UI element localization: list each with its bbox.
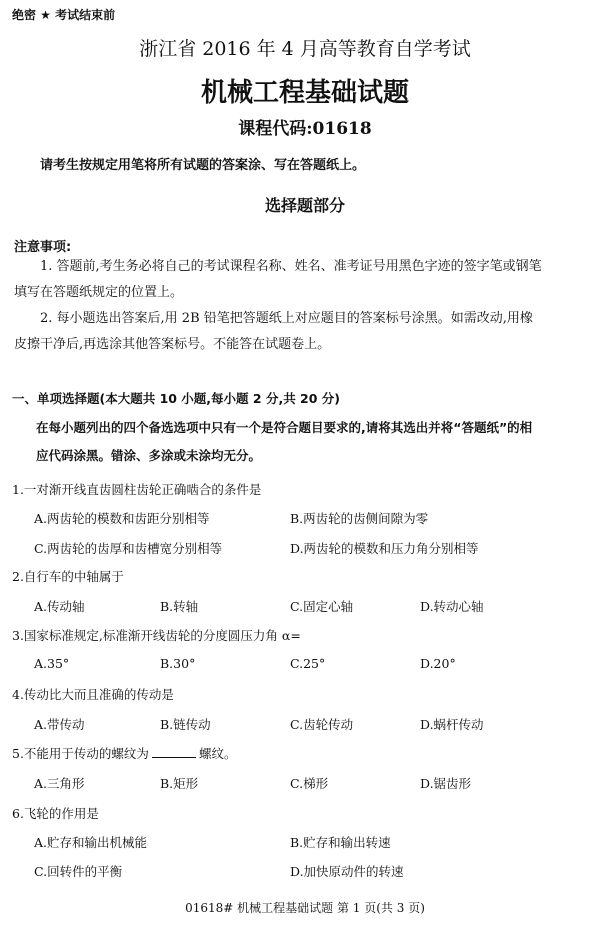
exam-title: 浙江省 2016 年 4 月高等教育自学考试 — [139, 38, 471, 60]
subject-title: 机械工程基础试题 — [200, 78, 409, 108]
course-code: 课程代码:01618 — [238, 119, 372, 139]
option: A.传动轴 — [34, 599, 85, 614]
option: D.蜗杆传动 — [420, 717, 484, 732]
option: C.梯形 — [290, 776, 329, 791]
option: A.两齿轮的模数和齿距分别相等 — [34, 511, 210, 526]
option: B.链传动 — [160, 717, 211, 732]
section-description-line: 在每小题列出的四个备选选项中只有一个是符合题目要求的,请将其选出并将“答题纸”的相 — [36, 420, 533, 435]
notice-line: 填写在答题纸规定的位置上。 — [14, 285, 184, 300]
option: B.贮存和输出转速 — [290, 835, 391, 850]
option: B.两齿轮的齿侧间隙为零 — [290, 511, 429, 526]
option: D.锯齿形 — [420, 776, 472, 791]
confidential-label: 绝密 ★ 考试结束前 — [12, 8, 116, 22]
option: C.固定心轴 — [290, 599, 354, 614]
section-description — [36, 414, 596, 470]
notice-paragraph-2 — [14, 306, 598, 358]
option: C.回转件的平衡 — [34, 864, 123, 879]
option: C.齿轮传动 — [290, 717, 354, 732]
question-stem: 1.一对渐开线直齿圆柱齿轮正确啮合的条件是 — [12, 482, 262, 497]
answer-instruction: 请考生按规定用笔将所有试题的答案涂、写在答题纸上。 — [40, 158, 366, 173]
notice-line: 1. 答题前,考生务必将自己的考试课程名称、姓名、准考证号用黑色字迹的签字笔或钢笔 — [40, 259, 542, 274]
question-stem: 3.国家标准规定,标准渐开线齿轮的分度圆压力角 α= — [12, 628, 301, 643]
question-stem: 6.飞轮的作用是 — [12, 806, 99, 821]
part-title: 选择题部分 — [264, 196, 345, 215]
option: B.矩形 — [160, 776, 199, 791]
question-stem: 4.传动比大而且准确的传动是 — [12, 687, 174, 702]
notice-paragraph-1 — [14, 254, 598, 306]
option: A.三角形 — [34, 776, 85, 791]
question-stem — [12, 744, 236, 762]
option: A.带传动 — [34, 717, 85, 732]
question-stem-before-blank: 5.不能用于传动的螺纹为 — [12, 746, 149, 761]
option: D.转动心轴 — [420, 599, 484, 614]
option: B.30° — [160, 656, 196, 671]
option: A.贮存和输出机械能 — [34, 835, 148, 850]
section-heading: 一、单项选择题(本大题共 10 小题,每小题 2 分,共 20 分) — [12, 391, 341, 406]
notice-line: 2. 每小题选出答案后,用 2B 铅笔把答题纸上对应题目的答案标号涂黑。如需改动,用橡 — [40, 311, 533, 326]
option: D.加快原动件的转速 — [290, 864, 404, 879]
option: C.两齿轮的齿厚和齿槽宽分别相等 — [34, 541, 223, 556]
question-stem: 2.自行车的中轴属于 — [12, 569, 124, 584]
section-description-line: 应代码涂黑。错涂、多涂或未涂均无分。 — [36, 448, 262, 463]
option: B.转轴 — [160, 599, 199, 614]
option: A.35° — [34, 656, 70, 671]
notice-line: 皮擦干净后,再选涂其他答案标号。不能答在试题卷上。 — [14, 337, 331, 352]
option: D.20° — [420, 656, 456, 671]
option: D.两齿轮的模数和压力角分别相等 — [290, 541, 479, 556]
page-footer: 01618# 机械工程基础试题 第 1 页(共 3 页) — [185, 901, 425, 915]
answer-blank — [152, 745, 196, 758]
option: C.25° — [290, 656, 326, 671]
question-stem-after-blank: 螺纹。 — [198, 746, 237, 761]
notice-title: 注意事项: — [14, 240, 72, 255]
